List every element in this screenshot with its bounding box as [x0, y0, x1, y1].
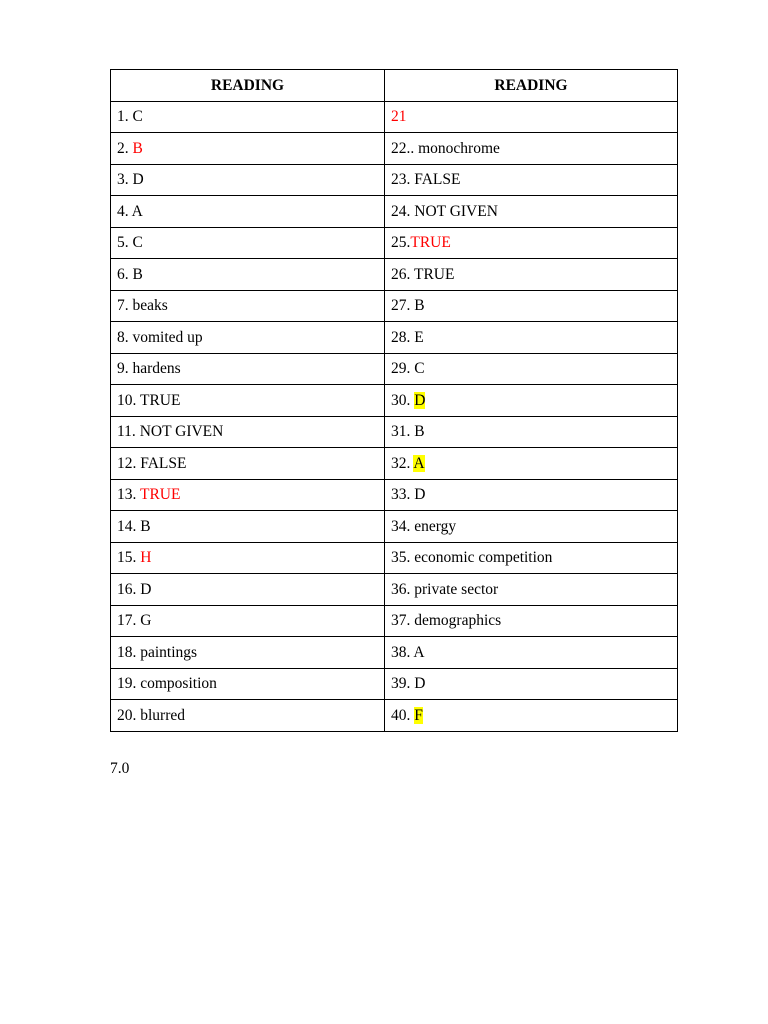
- answer-cell-left: [111, 542, 385, 574]
- answer-text: TRUE: [413, 265, 455, 283]
- answer-text: B: [414, 297, 425, 314]
- answer-text: C: [132, 108, 143, 125]
- answer-cell-right: [385, 574, 678, 606]
- answer-cell-left: [111, 353, 385, 385]
- answer-cell-right: [385, 353, 678, 385]
- question-number: 9.: [117, 360, 133, 377]
- question-number: 7.: [117, 297, 133, 314]
- question-number: 22..: [391, 139, 419, 157]
- table-row: [111, 479, 678, 511]
- question-number: 20.: [117, 706, 141, 724]
- answer-text: B: [414, 423, 425, 440]
- table-row: [111, 542, 678, 574]
- answer-cell-right: [385, 448, 678, 480]
- table-row: [111, 385, 678, 417]
- answer-cell-right: [385, 164, 678, 196]
- question-number: 38.: [391, 643, 414, 661]
- table-row: [111, 101, 678, 133]
- question-number: 28.: [391, 328, 415, 346]
- answer-cell-left: [111, 511, 385, 543]
- question-number: 2.: [117, 139, 133, 157]
- answer-cell-left: [111, 700, 385, 732]
- answer-cell-right: [385, 227, 678, 259]
- answer-text: FALSE: [140, 454, 187, 472]
- answer-text: energy: [414, 517, 457, 535]
- answer-text: private sector: [414, 580, 499, 598]
- question-number: 30.: [391, 391, 415, 409]
- answer-text: composition: [140, 675, 217, 692]
- answer-cell-right: [385, 700, 678, 732]
- answer-text: TRUE: [139, 486, 181, 503]
- answer-cell-left: [111, 290, 385, 322]
- column-header-left: READING: [111, 70, 385, 102]
- answer-text: C: [414, 360, 425, 377]
- question-number: 15.: [117, 549, 141, 566]
- answer-text: A: [131, 202, 143, 220]
- table-row: [111, 259, 678, 291]
- question-number: 18.: [117, 643, 141, 661]
- table-row: [111, 637, 678, 669]
- answer-cell-right: [385, 637, 678, 669]
- answer-text: A: [413, 454, 425, 472]
- header-row: [111, 70, 678, 102]
- answer-cell-left: [111, 574, 385, 606]
- answer-text: B: [132, 139, 143, 157]
- question-number: 37.: [391, 612, 415, 629]
- question-number: 34.: [391, 517, 415, 535]
- answer-text: FALSE: [414, 171, 461, 188]
- table-row: [111, 164, 678, 196]
- answer-text: E: [414, 328, 424, 346]
- question-number: 5.: [117, 234, 133, 251]
- answer-text: G: [140, 612, 152, 629]
- answer-text: D: [414, 486, 426, 503]
- answer-text: demographics: [414, 612, 502, 629]
- table-row: [111, 353, 678, 385]
- table-row: [111, 700, 678, 732]
- question-number: 26.: [391, 265, 414, 283]
- question-number: 13.: [117, 486, 140, 503]
- question-number: 19.: [117, 675, 141, 692]
- answer-text: C: [132, 234, 143, 251]
- answer-cell-right: [385, 668, 678, 700]
- answer-cell-left: [111, 668, 385, 700]
- answer-text: TRUE: [139, 391, 181, 409]
- score-value: 7.0: [110, 760, 130, 777]
- answer-cell-left: [111, 196, 385, 228]
- question-number: 1.: [117, 108, 133, 125]
- question-number: 6.: [117, 265, 133, 283]
- answer-cell-left: [111, 385, 385, 417]
- question-number: 4.: [117, 202, 132, 220]
- table-row: [111, 290, 678, 322]
- answer-cell-right: [385, 259, 678, 291]
- answer-cell-right: [385, 101, 678, 133]
- answer-cell-left: [111, 322, 385, 354]
- table-row: [111, 322, 678, 354]
- question-number: 32.: [391, 454, 414, 472]
- table-row: [111, 416, 678, 448]
- answer-text: D: [414, 675, 426, 692]
- answer-text: D: [414, 391, 426, 409]
- question-number: 12.: [117, 454, 141, 472]
- table-row: [111, 196, 678, 228]
- answer-cell-left: [111, 227, 385, 259]
- table-row: [111, 227, 678, 259]
- question-number: 8.: [117, 328, 133, 346]
- question-number: 11.: [117, 423, 140, 440]
- answer-text: paintings: [140, 643, 198, 661]
- answer-cell-left: [111, 416, 385, 448]
- answer-cell-left: [111, 605, 385, 637]
- answer-text: hardens: [132, 360, 181, 377]
- answer-text: 21: [391, 108, 407, 125]
- answer-text: TRUE: [410, 234, 451, 251]
- answer-cell-right: [385, 416, 678, 448]
- answer-cell-right: [385, 385, 678, 417]
- answer-text: NOT GIVEN: [139, 423, 224, 440]
- table-row: [111, 668, 678, 700]
- question-number: 14.: [117, 517, 141, 535]
- table-row: [111, 605, 678, 637]
- answer-text: D: [132, 171, 144, 188]
- question-number: 3.: [117, 171, 133, 188]
- question-number: 31.: [391, 423, 415, 440]
- answer-text: B: [140, 517, 151, 535]
- table-row: [111, 511, 678, 543]
- answer-cell-right: [385, 605, 678, 637]
- answer-text: A: [413, 643, 425, 661]
- answer-text: economic competition: [414, 549, 553, 566]
- answer-cell-left: [111, 637, 385, 669]
- table-row: [111, 574, 678, 606]
- answer-text: NOT GIVEN: [414, 202, 498, 220]
- question-number: 23.: [391, 171, 415, 188]
- answer-cell-left: [111, 133, 385, 165]
- question-number: 24.: [391, 202, 415, 220]
- answer-cell-right: [385, 511, 678, 543]
- answer-cell-right: [385, 196, 678, 228]
- question-number: 33.: [391, 486, 415, 503]
- answer-text: D: [140, 580, 152, 598]
- question-number: 29.: [391, 360, 415, 377]
- answer-text: monochrome: [418, 139, 500, 157]
- answer-text: B: [132, 265, 143, 283]
- answer-cell-right: [385, 479, 678, 511]
- question-number: 10.: [117, 391, 140, 409]
- column-header-right: READING: [385, 70, 678, 102]
- answer-table: [110, 69, 678, 732]
- answer-text: beaks: [132, 297, 168, 314]
- answer-cell-left: [111, 164, 385, 196]
- answer-text: blurred: [140, 706, 186, 724]
- question-number: 40.: [391, 706, 415, 724]
- answer-cell-right: [385, 542, 678, 574]
- answer-text: F: [414, 706, 423, 724]
- question-number: 39.: [391, 675, 415, 692]
- table-row: [111, 133, 678, 165]
- question-number: 27.: [391, 297, 415, 314]
- answer-cell-right: [385, 133, 678, 165]
- answer-cell-left: [111, 101, 385, 133]
- question-number: 25.: [391, 234, 411, 251]
- answer-cell-left: [111, 448, 385, 480]
- answer-cell-left: [111, 259, 385, 291]
- answer-text: H: [140, 549, 152, 566]
- question-number: 36.: [391, 580, 415, 598]
- question-number: 17.: [117, 612, 141, 629]
- answer-rows: [111, 101, 678, 731]
- answer-text: vomited up: [132, 328, 203, 346]
- answer-cell-right: [385, 322, 678, 354]
- question-number: 35.: [391, 549, 415, 566]
- answer-cell-left: [111, 479, 385, 511]
- question-number: 16.: [117, 580, 141, 598]
- table-row: [111, 448, 678, 480]
- answer-cell-right: [385, 290, 678, 322]
